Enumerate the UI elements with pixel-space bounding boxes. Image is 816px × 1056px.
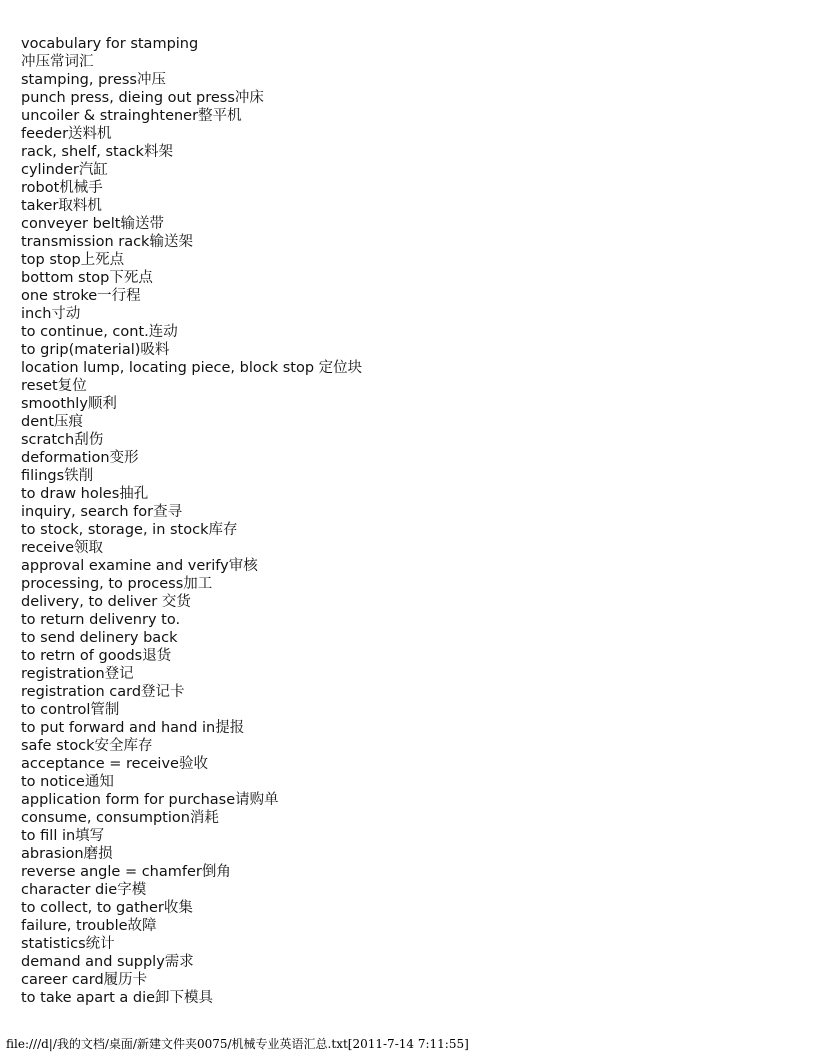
term-line: inquiry, search for查寻 (21, 504, 183, 520)
term-line: to fill in填写 (21, 828, 105, 844)
document-title: vocabulary for stamping (21, 36, 199, 52)
term-line: punch press, dieing out press冲床 (21, 90, 264, 106)
term-line: reverse angle = chamfer倒角 (21, 864, 231, 880)
term-line: scratch刮伤 (21, 432, 104, 448)
term-line: cylinder汽缸 (21, 162, 108, 178)
term-line: registration card登记卡 (21, 684, 185, 700)
term-line: top stop上死点 (21, 252, 125, 268)
term-line: to put forward and hand in提报 (21, 720, 245, 736)
term-line: application form for purchase请购单 (21, 792, 279, 808)
term-line: to grip(material)吸料 (21, 342, 170, 358)
term-line: character die字模 (21, 882, 147, 898)
term-line: bottom stop下死点 (21, 270, 153, 286)
document-body (21, 35, 801, 1007)
file-path-footer: file:///d|/我的文档/桌面/新建文件夹0075/机械专业英语汇总.txt[2011-7-14 7:11:55] (6, 1037, 469, 1051)
term-line: to notice通知 (21, 774, 114, 790)
term-line: smoothly顺利 (21, 396, 117, 412)
term-line: consume, consumption消耗 (21, 810, 219, 826)
term-line: failure, trouble故障 (21, 918, 157, 934)
document-subtitle: 冲压常词汇 (21, 54, 94, 70)
term-line: to control管制 (21, 702, 120, 718)
term-line: deformation变形 (21, 450, 139, 466)
term-line: robot机械手 (21, 180, 103, 196)
term-line: to continue, cont.连动 (21, 324, 178, 340)
term-line: one stroke一行程 (21, 288, 141, 304)
term-line: taker取料机 (21, 198, 102, 214)
term-line: stamping, press冲压 (21, 72, 166, 88)
term-line: to collect, to gather收集 (21, 900, 193, 916)
term-line: demand and supply需求 (21, 954, 194, 970)
term-line: location lump, locating piece, block stop 定位块 (21, 360, 363, 376)
term-line: to take apart a die卸下模具 (21, 990, 214, 1006)
term-line: approval examine and verify审核 (21, 558, 258, 574)
term-line: conveyer belt输送带 (21, 216, 164, 232)
term-line: dent压痕 (21, 414, 84, 430)
term-line: career card履历卡 (21, 972, 148, 988)
term-line: to draw holes抽孔 (21, 486, 149, 502)
term-line: uncoiler & strainghtener整平机 (21, 108, 242, 124)
term-line: rack, shelf, stack料架 (21, 144, 173, 160)
term-line: to stock, storage, in stock库存 (21, 522, 238, 538)
term-line: inch寸动 (21, 306, 81, 322)
term-line: to retrn of goods退货 (21, 648, 172, 664)
term-line: safe stock安全库存 (21, 738, 153, 754)
term-line: acceptance = receive验收 (21, 756, 208, 772)
term-list (21, 71, 801, 1007)
term-line: reset复位 (21, 378, 87, 394)
term-line: registration登记 (21, 666, 134, 682)
term-line: processing, to process加工 (21, 576, 213, 592)
term-line: receive领取 (21, 540, 103, 556)
term-line: filings铁削 (21, 468, 94, 484)
term-line: abrasion磨损 (21, 846, 113, 862)
term-line: delivery, to deliver 交货 (21, 594, 191, 610)
term-line: feeder送料机 (21, 126, 112, 142)
term-line: statistics统计 (21, 936, 115, 952)
term-line: to return delivenry to. (21, 612, 181, 628)
term-line: to send delinery back (21, 630, 178, 646)
term-line: transmission rack输送架 (21, 234, 193, 250)
